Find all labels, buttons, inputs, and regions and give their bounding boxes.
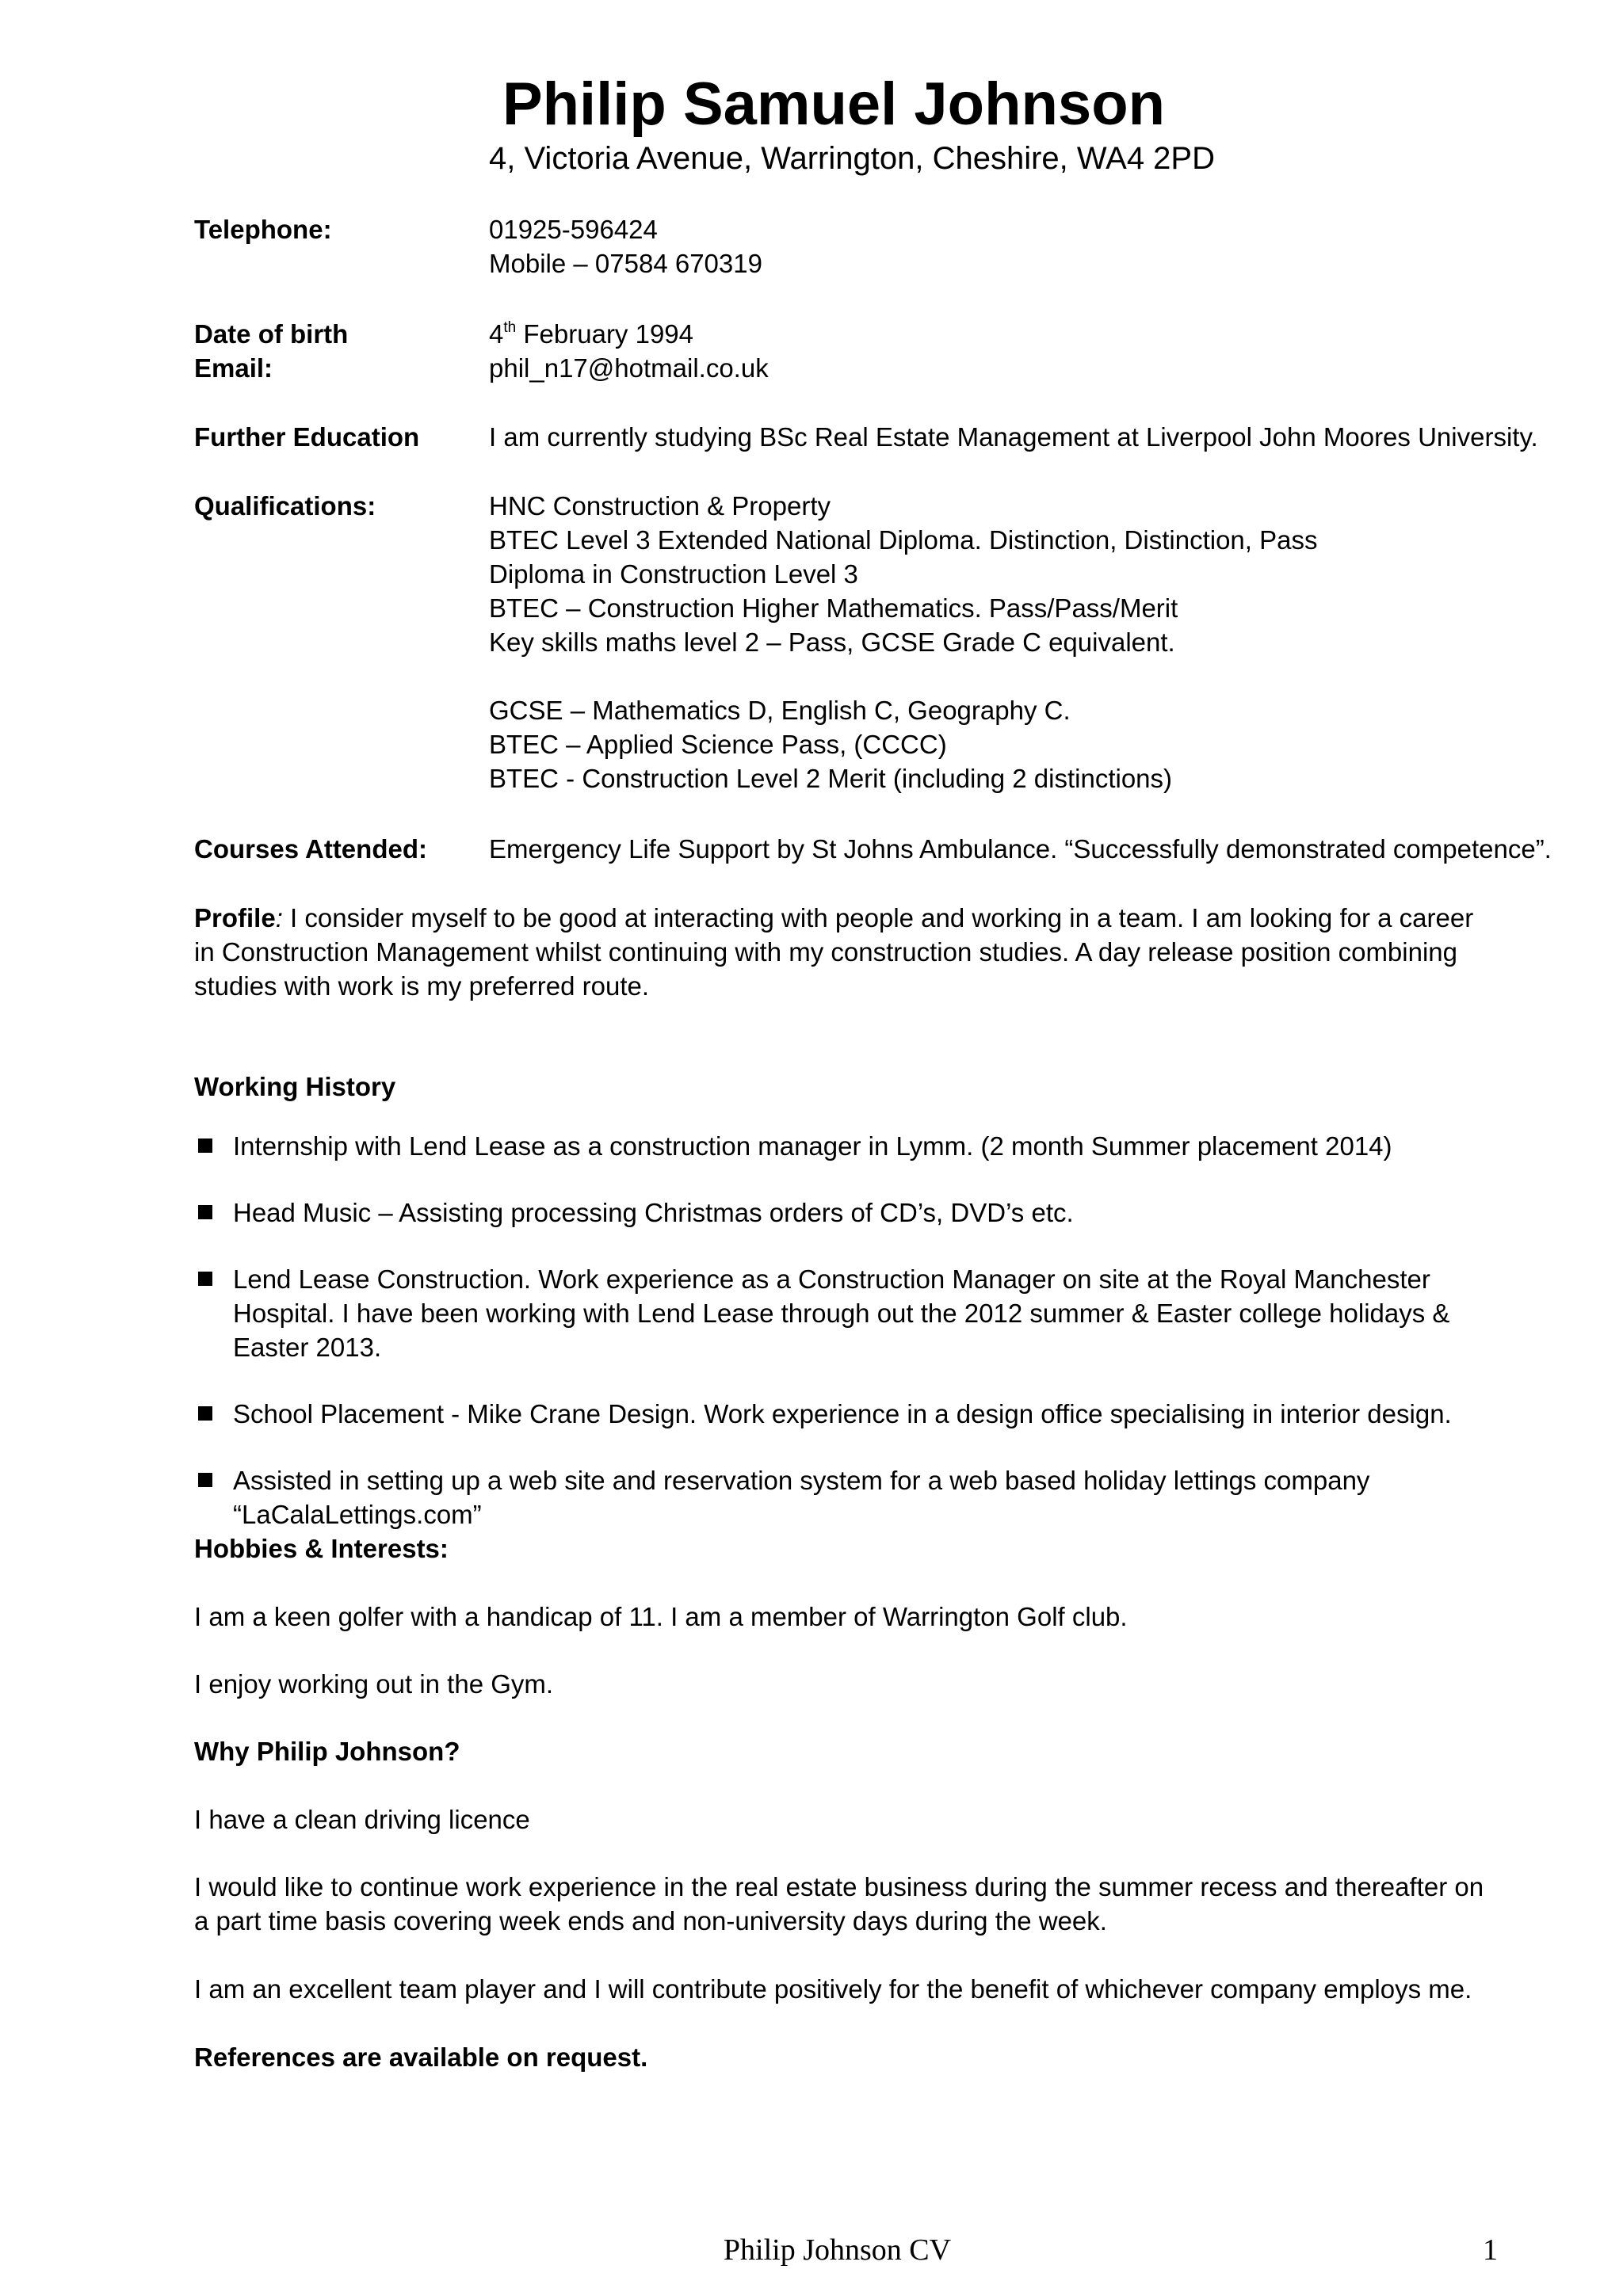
- hobbies-paragraph-1: I am a keen golfer with a handicap of 11. I am a member of Warrington Golf club.: [194, 1602, 1128, 1631]
- profile-text: I consider myself to be good at interacting with people and working in a team. I am looking for a career in Construction Management whilst continuing with my construction studies. A day release position combining studies with work is my preferred route.: [194, 903, 1474, 1001]
- why-paragraph-2: I would like to continue work experience in the real estate business during the summer recess and thereafter on a part time basis covering week ends and non-university days during the week.: [194, 1872, 1484, 1936]
- working-history-heading: Working History: [194, 1072, 396, 1101]
- list-item-text: Head Music – Assisting processing Christmas orders of CD’s, DVD’s etc.: [233, 1198, 1074, 1227]
- why-paragraph-1: I have a clean driving licence: [194, 1805, 530, 1834]
- mobile-number: Mobile – 07584 670319: [489, 249, 762, 278]
- dob-label: Date of birth: [194, 319, 349, 349]
- profile-colon: :: [275, 903, 283, 933]
- references-note: References are available on request.: [194, 2042, 648, 2072]
- courses-value-wrap: [489, 832, 1552, 866]
- square-bullet-icon: [198, 1272, 212, 1286]
- qualification-item: BTEC – Applied Science Pass, (CCCC): [489, 730, 947, 759]
- qualification-item: GCSE – Mathematics D, English C, Geography C.: [489, 696, 1071, 725]
- why-paragraph-3: I am an excellent team player and I will contribute positively for the benefit of whichever company employs me.: [194, 1974, 1472, 2004]
- square-bullet-icon: [198, 1205, 212, 1219]
- dob-value: [489, 317, 1519, 351]
- spacer: [489, 659, 1519, 693]
- address: 4, Victoria Avenue, Warrington, Cheshire, WA4 2PD: [489, 141, 1215, 176]
- hobbies-heading: Hobbies & Interests:: [194, 1534, 449, 1563]
- telephone-values: [489, 212, 1519, 280]
- list-item-text: Lend Lease Construction. Work experience as a Construction Manager on site at the Royal Manchester Hospital. I have been working with Lend Lease through out the 2012 summer & Easter college holidays & Easter 2013.: [233, 1264, 1450, 1362]
- list-item: [194, 1397, 1510, 1431]
- telephone-number: 01925-596424: [489, 215, 658, 244]
- qualification-item: BTEC Level 3 Extended National Diploma. Distinction, Distinction, Pass: [489, 525, 1318, 555]
- dob-rest: February 1994: [516, 319, 694, 349]
- list-item-text: Internship with Lend Lease as a construction manager in Lymm. (2 month Summer placement 2014): [233, 1131, 1392, 1161]
- courses-value: Emergency Life Support by St Johns Ambulance. “Successfully demonstrated competence”.: [489, 834, 1552, 864]
- qualification-item: BTEC – Construction Higher Mathematics. Pass/Pass/Merit: [489, 593, 1178, 623]
- dob-text: [489, 317, 1519, 351]
- hobbies-paragraph-2: I enjoy working out in the Gym.: [194, 1669, 554, 1699]
- email-label: Email:: [194, 353, 273, 383]
- qualifications-list: [489, 489, 1519, 795]
- list-item: [194, 1463, 1510, 1531]
- list-item-text: Assisted in setting up a web site and reservation system for a web based holiday lettings company “LaCalaLettings.com”: [233, 1466, 1370, 1529]
- list-item: [194, 1196, 1510, 1230]
- page-title: Philip Samuel Johnson: [502, 71, 1166, 138]
- telephone-label: Telephone:: [194, 215, 332, 244]
- square-bullet-icon: [198, 1406, 212, 1421]
- qualifications-label: Qualifications:: [194, 491, 376, 521]
- email-value-wrap: [489, 351, 1519, 385]
- further-education-label: Further Education: [194, 422, 420, 452]
- qualification-item: Diploma in Construction Level 3: [489, 559, 858, 589]
- footer-title: Philip Johnson CV: [723, 2233, 952, 2267]
- square-bullet-icon: [198, 1138, 212, 1153]
- qualification-item: Key skills maths level 2 – Pass, GCSE Grade C equivalent.: [489, 627, 1175, 657]
- list-item: [194, 1262, 1510, 1364]
- list-item: [194, 1129, 1510, 1163]
- list-item-text: School Placement - Mike Crane Design. Work experience in a design office specialising in interior design.: [233, 1399, 1452, 1428]
- further-education-value-wrap: [489, 420, 1538, 454]
- further-education-value: I am currently studying BSc Real Estate Management at Liverpool John Moores University.: [489, 422, 1538, 452]
- qualification-item: HNC Construction & Property: [489, 491, 831, 521]
- email-address: phil_n17@hotmail.co.uk: [489, 353, 769, 383]
- courses-label: Courses Attended:: [194, 834, 427, 864]
- qualification-item: BTEC - Construction Level 2 Merit (including 2 distinctions): [489, 764, 1173, 793]
- page-number: 1: [1483, 2233, 1498, 2267]
- dob-day: 4: [489, 319, 504, 349]
- dob-suffix: th: [503, 319, 517, 336]
- working-history-list: [194, 1129, 1510, 1564]
- profile-label: Profile: [194, 903, 276, 933]
- why-heading: Why Philip Johnson?: [194, 1737, 460, 1766]
- square-bullet-icon: [198, 1473, 212, 1487]
- profile-paragraph: [194, 901, 1494, 1003]
